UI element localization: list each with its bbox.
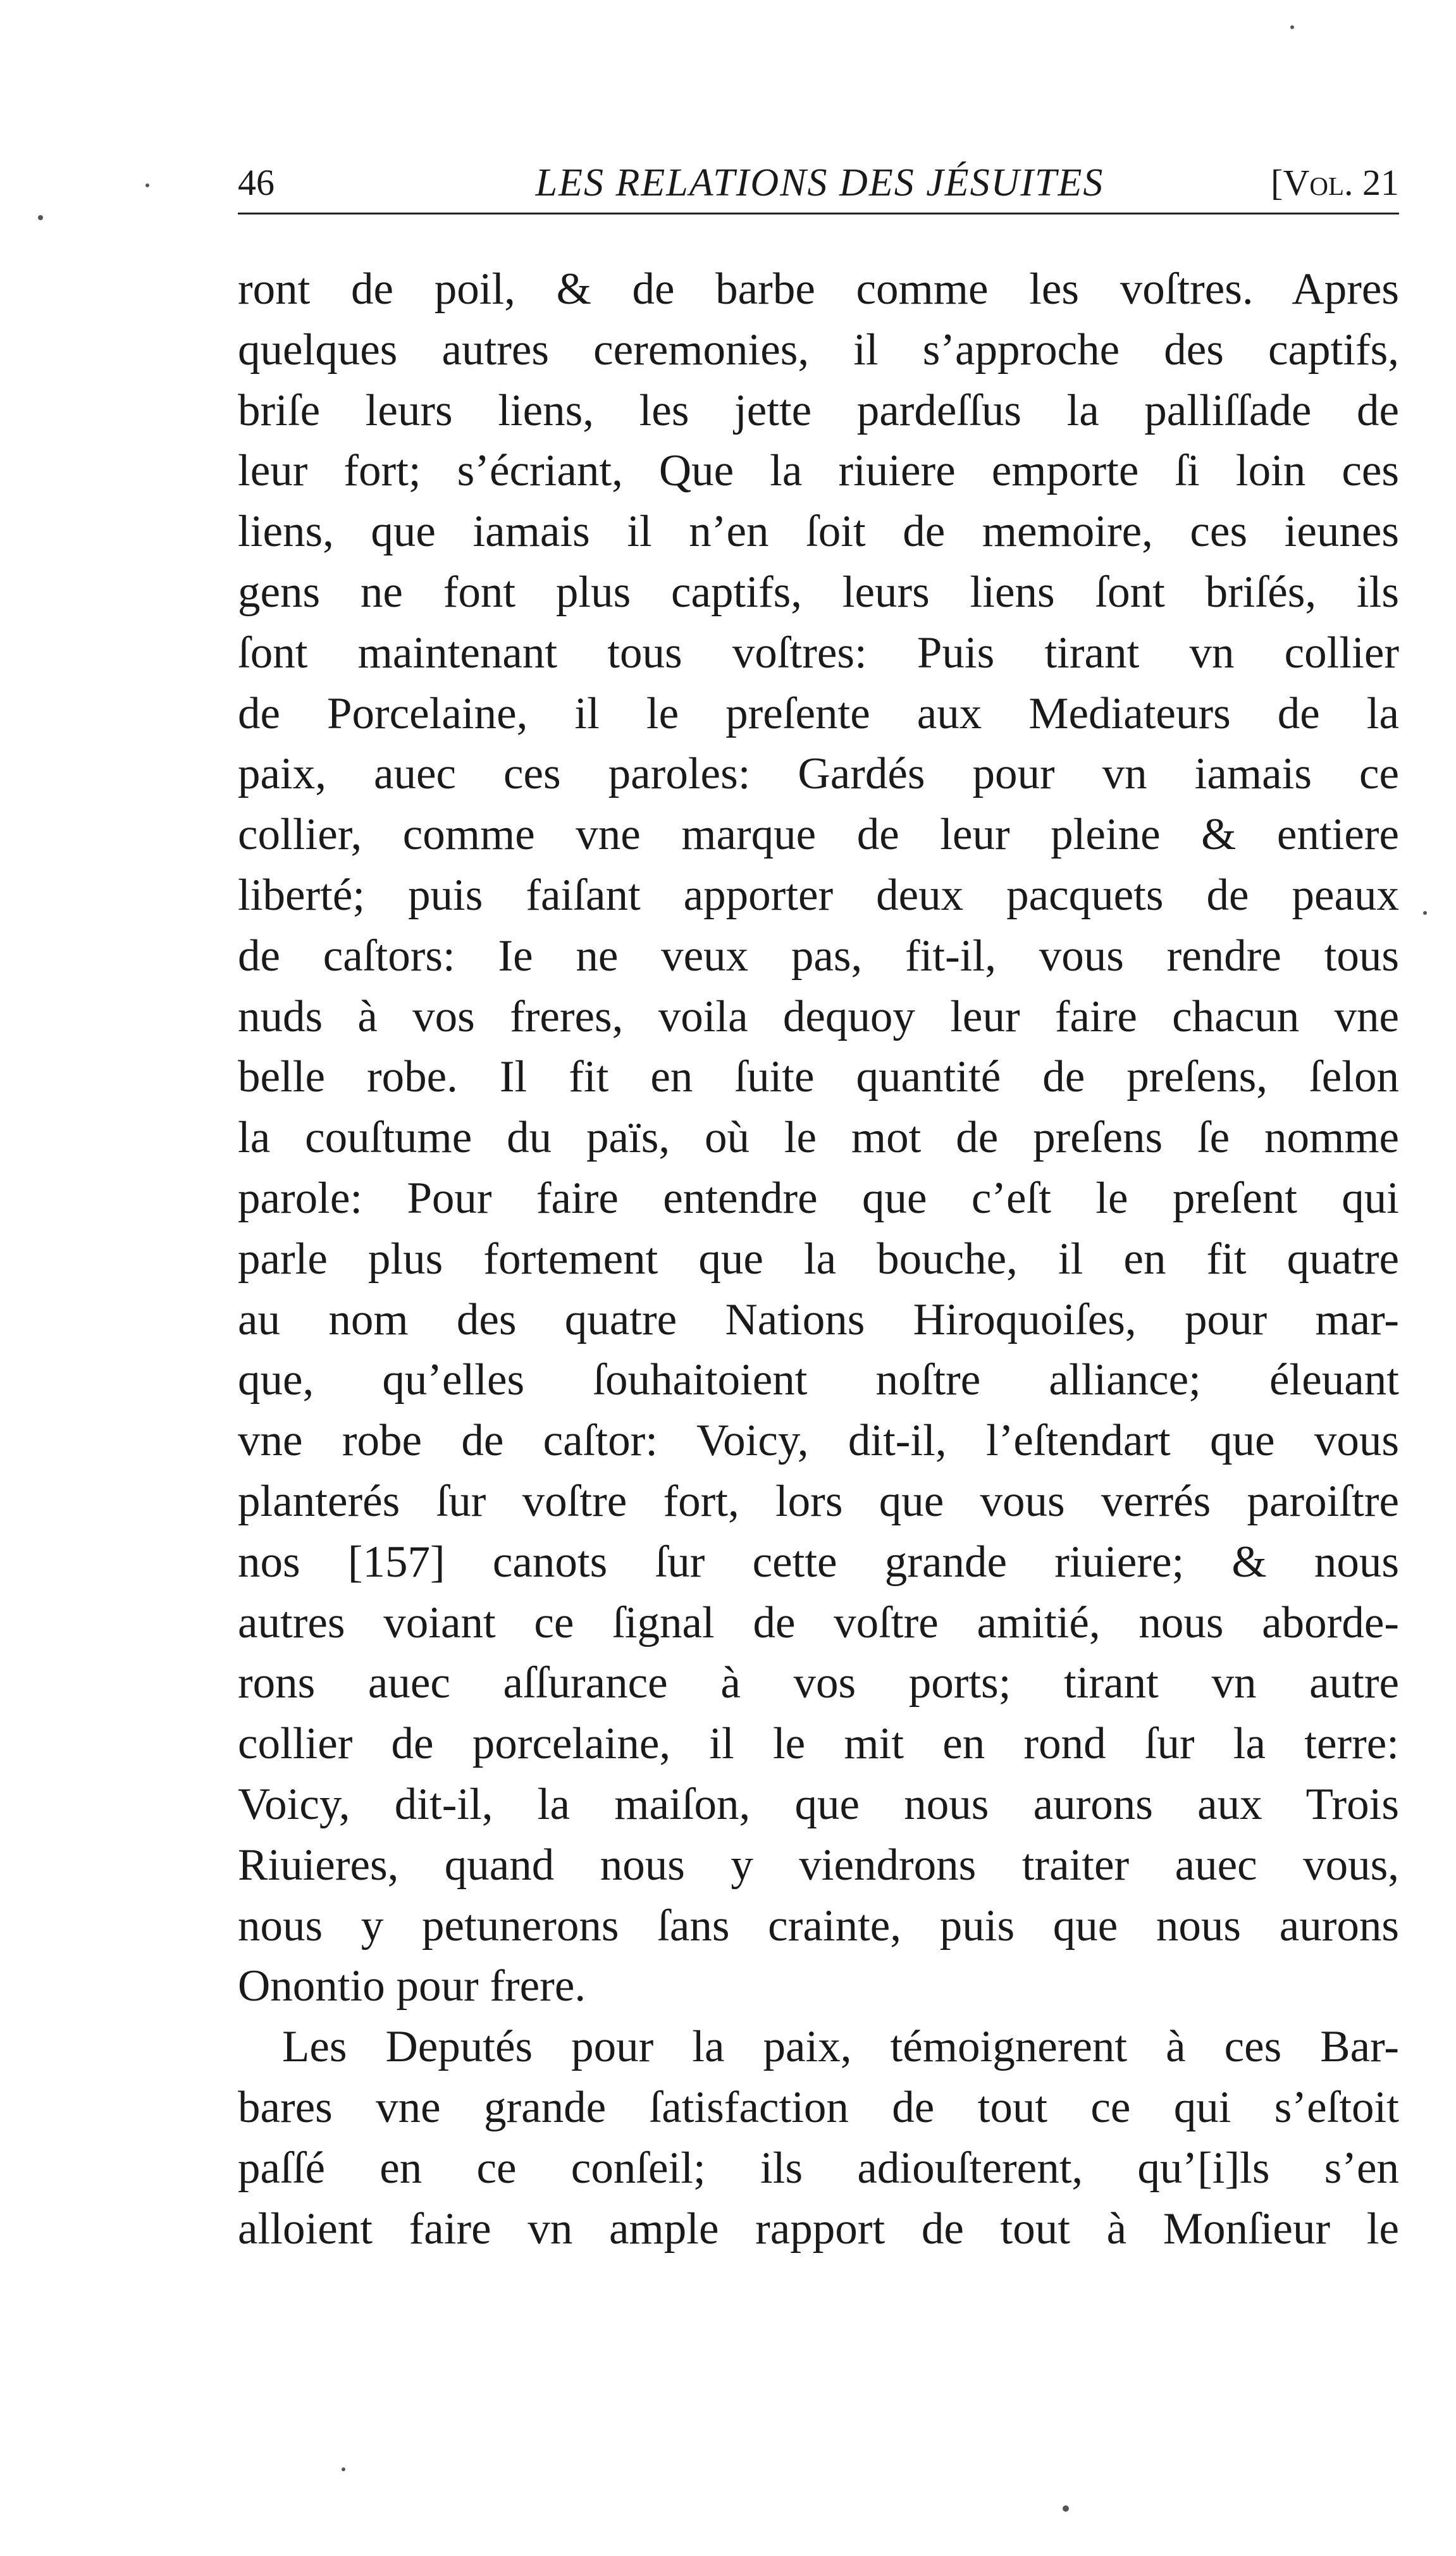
text-line: Riuieres, quand nous y viendrons traiter auec vous, bbox=[238, 1840, 1399, 1890]
scan-speck bbox=[1290, 25, 1294, 29]
text-line: collier de porcelaine, il le mit en rond ſur la terre: bbox=[238, 1719, 1399, 1769]
text-line: parole: Pour faire entendre que c’eſt le preſent qui bbox=[238, 1173, 1399, 1223]
text-line: nuds à vos freres, voila dequoy leur faire chacun vne bbox=[238, 991, 1399, 1041]
text-line: Les Deputés pour la paix, témoignerent à ces Bar- bbox=[282, 2022, 1399, 2072]
text-line: leur fort; s’écriant, Que la riuiere emporte ſi loin ces bbox=[238, 446, 1399, 496]
text-line: liberté; puis faiſant apporter deux pacquets de peaux bbox=[238, 870, 1399, 920]
text-line: parle plus fortement que la bouche, il en fit quatre bbox=[238, 1234, 1399, 1284]
text-line: planterés ſur voſtre fort, lors que vous verrés paroiſtre bbox=[238, 1476, 1399, 1526]
text-line: paſſé en ce conſeil; ils adiouſterent, qu’[i]ls s’en bbox=[238, 2143, 1399, 2193]
text-line: alloient faire vn ample rapport de tout à Monſieur le bbox=[238, 2204, 1399, 2254]
running-title: LES RELATIONS DES JÉSUITES bbox=[535, 161, 1104, 204]
text-line: de Porcelaine, il le preſente aux Mediateurs de la bbox=[238, 688, 1399, 738]
volume-label: [Vol. 21 bbox=[1271, 162, 1399, 203]
text-line: la couſtume du païs, où le mot de preſens ſe nomme bbox=[238, 1113, 1399, 1163]
text-line: belle robe. Il fit en ſuite quantité de preſens, ſelon bbox=[238, 1052, 1399, 1102]
text-line: liens, que iamais il n’en ſoit de memoire, ces ieunes bbox=[238, 507, 1399, 557]
text-line: collier, comme vne marque de leur pleine & entiere bbox=[238, 810, 1399, 860]
text-line: vne robe de caſtor: Voicy, dit-il, l’eſtendart que vous bbox=[238, 1416, 1399, 1466]
running-header bbox=[238, 156, 1399, 214]
text-line: nos [157] canots ſur cette grande riuiere; & nous bbox=[238, 1537, 1399, 1587]
text-line: gens ne font plus captifs, leurs liens ſont briſés, ils bbox=[238, 567, 1399, 617]
text-line: rons auec aſſurance à vos ports; tirant vn autre bbox=[238, 1658, 1399, 1708]
text-line: quelques autres ceremonies, il s’approche des captifs, bbox=[238, 325, 1399, 375]
text-line: Onontio pour frere. bbox=[238, 1961, 586, 2011]
text-line: ront de poil, & de barbe comme les voſtres. Apres bbox=[238, 264, 1399, 314]
page-number: 46 bbox=[238, 162, 275, 203]
text-line: nous y petunerons ſans crainte, puis que nous aurons bbox=[238, 1901, 1399, 1951]
body-text bbox=[238, 259, 1399, 2259]
text-line: briſe leurs liens, les jette pardeſſus la palliſſade de bbox=[238, 385, 1399, 435]
scan-speck bbox=[1063, 2505, 1069, 2512]
paragraph bbox=[238, 2017, 1399, 2259]
scan-speck bbox=[145, 183, 149, 187]
scan-speck bbox=[38, 215, 43, 220]
text-line: bares vne grande ſatisfaction de tout ce qui s’eſtoit bbox=[238, 2082, 1399, 2132]
text-line: ſont maintenant tous voſtres: Puis tirant vn collier bbox=[238, 628, 1399, 678]
scan-speck bbox=[1423, 911, 1427, 915]
text-line: de caſtors: Ie ne veux pas, fit-il, vous rendre tous bbox=[238, 931, 1399, 981]
text-line: Voicy, dit-il, la maiſon, que nous aurons aux Trois bbox=[238, 1779, 1399, 1829]
scan-speck bbox=[342, 2467, 345, 2471]
text-line: que, qu’elles ſouhaitoient noſtre alliance; éleuant bbox=[238, 1355, 1399, 1405]
paragraph bbox=[238, 259, 1399, 2017]
text-line: autres voiant ce ſignal de voſtre amitié, nous aborde- bbox=[238, 1598, 1399, 1647]
text-line: au nom des quatre Nations Hiroquoiſes, pour mar- bbox=[238, 1294, 1399, 1344]
text-line: paix, auec ces paroles: Gardés pour vn iamais ce bbox=[238, 749, 1399, 799]
